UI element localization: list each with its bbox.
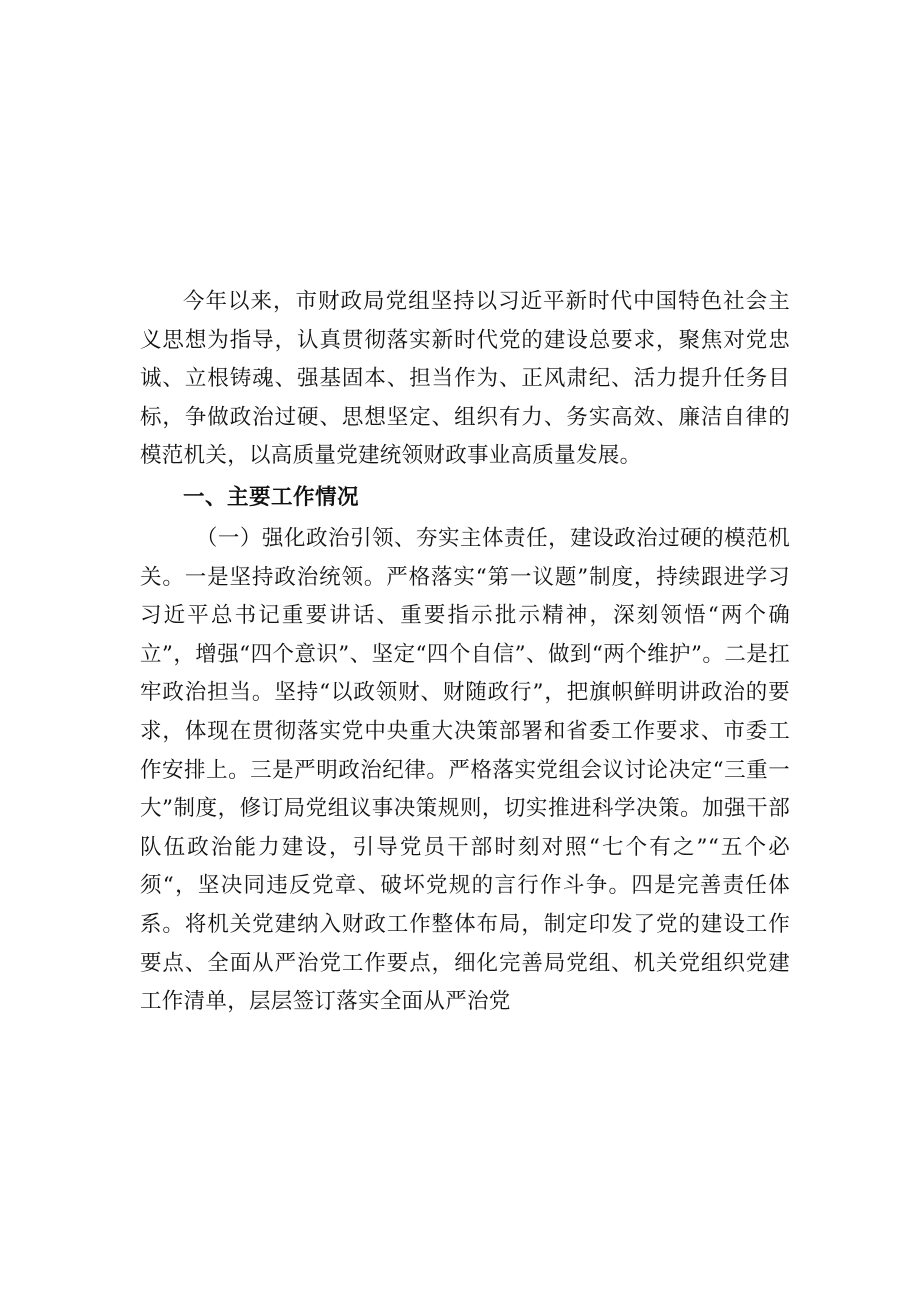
document-body <box>140 283 790 1022</box>
intro-paragraph: 今年以来，市财政局党组坚持以习近平新时代中国特色社会主义思想为指导，认真贯彻落实新时代党的建设总要求，聚焦对党忠诚、立根铸魂、强基固本、担当作为、正风肃纪、活力提升任务目标，争做政治过硬、思想坚定、组织有力、务实高效、廉洁自律的模范机关，以高质量党建统领财政事业高质量发展。 <box>140 289 790 469</box>
section-paragraph: （一）强化政治引领、夯实主体责任，建设政治过硬的模范机关。一是坚持政治统领。严格落实“第一议题”制度，持续跟进学习习近平总书记重要讲话、重要指示批示精神，深刻领悟“两个确立”，增强“四个意识”、坚定“四个自信”、做到“两个维护”。二是扛牢政治担当。坚持“以政领财、财随政行”，把旗帜鲜明讲政治的要求，体现在贯彻落实党中央重大决策部署和省委工作要求、市委工作安排上。三是严明政治纪律。严格落实党组会议讨论决定“三重一大”制度，修订局党组议事决策规则，切实推进科学决策。加强干部队伍政治能力建设，引导党员干部时刻对照“七个有之”“五个必须“，坚决同违反党章、破坏党规的言行作斗争。四是完善责任体系。将机关党建纳入财政工作整体布局，制定印发了党的建设工作要点、全面从严治党工作要点，细化完善局党组、机关党组织党建工作清单，层层签订落实全面从严治党 <box>140 525 790 1015</box>
section-heading: 一、主要工作情况 <box>183 484 360 510</box>
